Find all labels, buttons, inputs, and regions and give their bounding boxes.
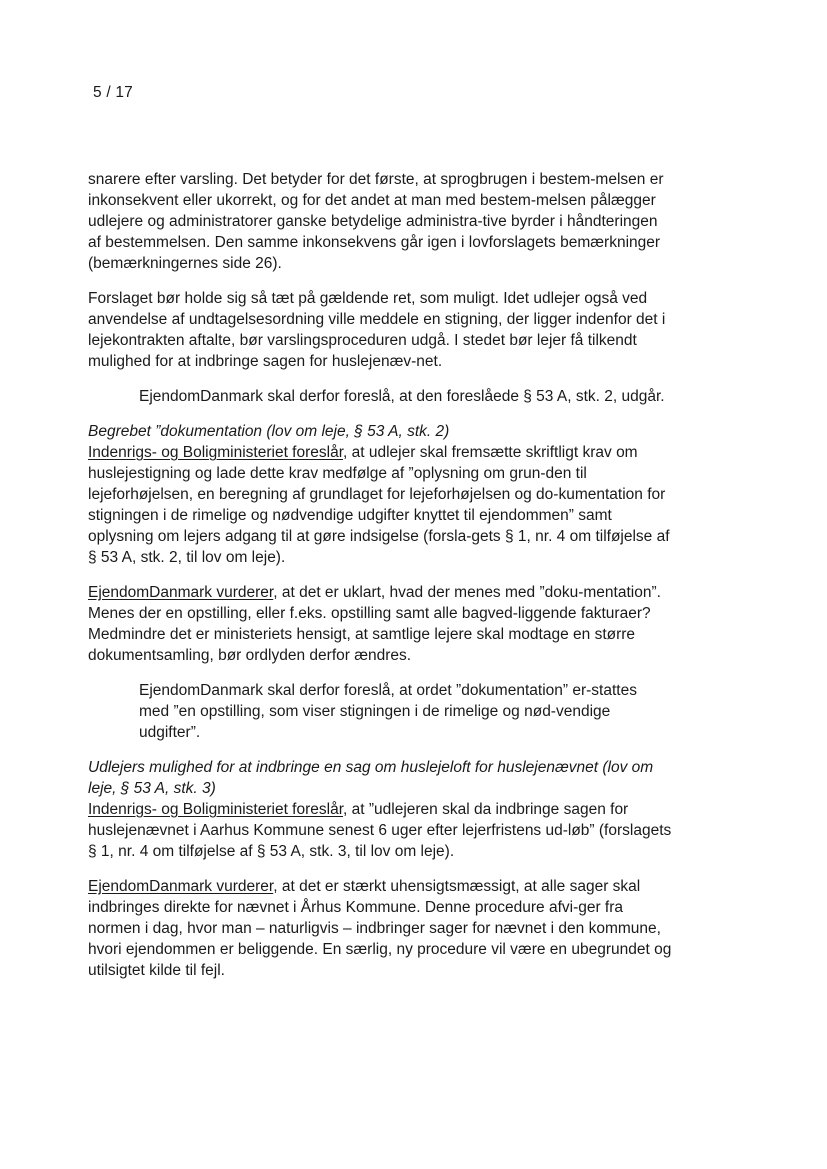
proposer-label: Indenrigs- og Boligministeriet foreslår [88,801,344,818]
paragraph-text: , at det er uklart, hvad der menes med ”doku-mentation”. Menes der en opstilling, eller f.eks. opstilling samt alle bagved-liggende fakturaer? Medmindre det er ministeriets hensigt, at samtlige lejere skal modtage en større dokumentsamling, bør ordlyden derfor ændres. [88,584,661,664]
section-dokumentation [88,421,673,568]
section-huslejenaevn [88,757,673,862]
paragraph-text: , at ”udlejeren skal da indbringe sagen for huslejenævnet i Aarhus Kommune senest 6 uger efter lejerfristens ud-løb” (forslagets § 1, nr. 4 om tilføjelse af § 53 A, stk. 3, til lov om leje). [88,801,672,860]
paragraph-vurderer-aarhus [88,876,673,981]
assessor-label: EjendomDanmark vurderer [88,878,274,895]
section-heading-dokumentation: Begrebet ”dokumentation (lov om leje, § 53 A, stk. 2) [88,423,450,440]
paragraph-text: , at udlejer skal fremsætte skriftligt krav om huslejestigning og lade dette krav medfølge af ”oplysning om grun-den til lejeforhøjelsen, en beregning af grundlaget for lejeforhøjelsen og do-kumentation for stigningen i de rimelige og nødvendige udgifter knyttet til ejendommen” samt oplysning om lejers adgang til at gøre indsigelse (forsla-gets § 1, nr. 4 om tilføjelse af § 53 A, stk. 2, til lov om leje). [88,444,670,566]
assessor-label: EjendomDanmark vurderer [88,584,274,601]
proposer-label: Indenrigs- og Boligministeriet foreslår [88,444,344,461]
page-number: 5 / 17 [93,84,133,101]
paragraph-vurderer-dokumentation [88,582,673,666]
recommendation-stk2-udgaar: EjendomDanmark skal derfor foreslå, at den foreslåede § 53 A, stk. 2, udgår. [139,388,665,405]
paragraph-ministeriet-foreslaar-dokumentation [88,442,673,568]
recommendation-opstilling: EjendomDanmark skal derfor foreslå, at ordet ”dokumentation” er-stattes med ”en opstilling, som viser stigningen i de rimelige og nød-vendige udgifter”. [139,682,637,741]
document-body [88,169,673,981]
paragraph-text: , at det er stærkt uhensigtsmæssigt, at alle sager skal indbringes direkte for nævnet i Århus Kommune. Denne procedure afvi-ger fra normen i dag, hvor man – naturligvis – indbringer sager for nævnet i den kommune, hvori ejendommen er beliggende. En særlig, ny procedure vil være en ubegrundet og utilsigtet kilde til fejl. [88,878,672,979]
paragraph-ministeriet-foreslaar-huslejenaevn [88,799,673,862]
paragraph-gaeldende-ret: Forslaget bør holde sig så tæt på gældende ret, som muligt. Idet udlejer også ved anvendelse af undtagelsesordning ville meddele en stigning, der ligger indenfor det i lejekontrakten aftalte, bør varslingsproceduren udgå. I stedet bør lejer få tilkendt mulighed for at indbringe sagen for huslejenæv-net. [88,290,666,370]
paragraph-varsling: snarere efter varsling. Det betyder for det første, at sprogbrugen i bestem-melsen er inkonsekvent eller ukorrekt, og for det andet at man med bestem-melsen pålægger udlejere og administratorer ganske betydelige administra-tive byrder i håndteringen af bestemmelsen. Den samme inkonsekvens går igen i lovforslagets bemærkninger (bemærkningernes side 26). [88,171,664,272]
section-heading-huslejenaevn: Udlejers mulighed for at indbringe en sag om huslejeloft for huslejenævnet (lov om leje, § 53 A, stk. 3) [88,759,654,797]
